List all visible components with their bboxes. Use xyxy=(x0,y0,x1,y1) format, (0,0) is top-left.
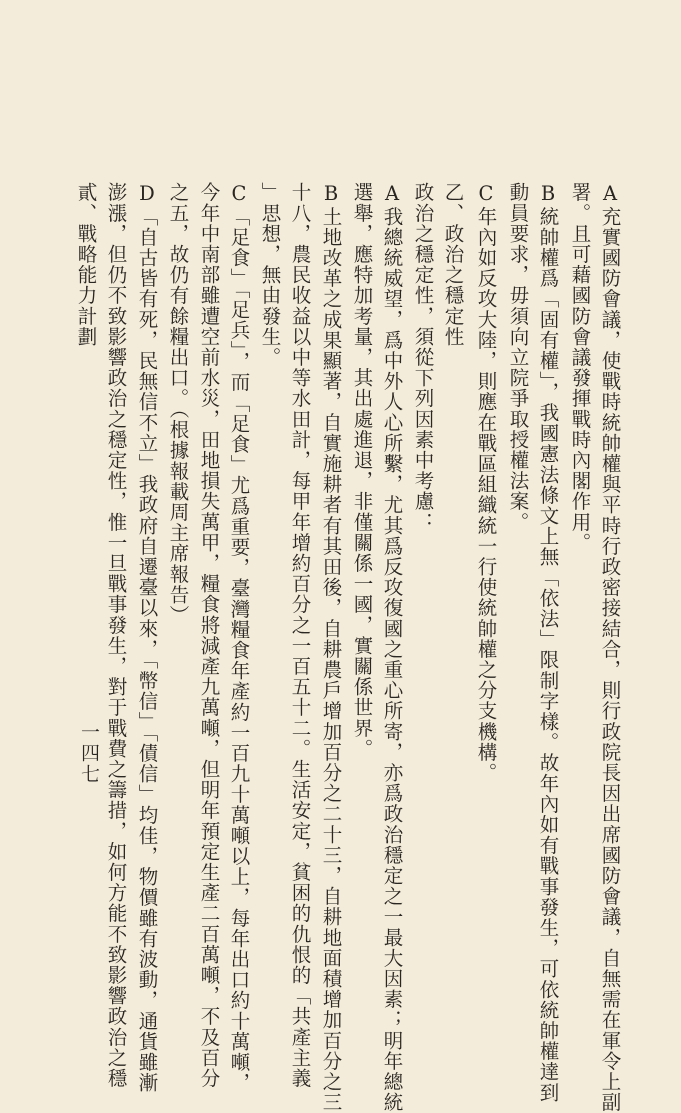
text-column-2: 署。且可藉國防會議發揮戰時內閣作用。 xyxy=(568,182,592,553)
section-heading: 乙、政治之穩定性 xyxy=(441,182,465,347)
text-column-7: 政治之穩定性，須從下列因素中考慮： xyxy=(411,182,435,533)
text-column-3: B統帥權爲「固有權」，我國憲法條文上無「依法」限制字樣。故年內如有戰事發生，可依統帥權達到 xyxy=(536,182,560,1103)
text-column-15: 之五，故仍有餘糧出口。（根據報載周主席報告） xyxy=(166,182,190,626)
text-column-14: 今年中南部雖遭空前水災，田地損失萬甲，糧食將減產九萬噸，但明年預定生產二百萬噸，不及百分 xyxy=(197,182,221,1089)
text-column-9: 選舉，應特加考量，其出處進退，非僅關係一國，實關係世界。 xyxy=(350,182,374,759)
text-column-12: 」思想，無由發生。 xyxy=(258,182,282,368)
text-column-8: A我總統威望，爲中外人心所繫，尤其爲反攻復國之重心所寄，亦爲政治穩定之一最大因素；明年總統 xyxy=(380,182,404,1113)
text-column-1: A充實國防會議，使戰時統帥權與平時行政密接結合，則行政院長因出席國防會議，自無需在軍令上副 xyxy=(598,182,622,1113)
page-number: 一四七 xyxy=(78,722,100,785)
text-column-16: D「自古皆有死，民無信不立」我政府自遷臺以來，「幣信」「債信」均佳，物價雖有波動，通貨雖漸 xyxy=(135,182,159,1093)
text-column-4: 動員要求，毋須向立院爭取授權法案。 xyxy=(506,182,530,533)
text-column-10: B土地改革之成果顯著，自實施耕者有其田後，自耕農戶增加百分之二十三，自耕地面積增加百分之三 xyxy=(319,182,343,1113)
text-column-13: C「足食」「足兵」，而「足食」尤爲重要，臺灣糧食年產約一百九十萬噸以上，每年出口約十萬噸， xyxy=(227,182,251,1093)
next-section-heading: 貳、戰略能力計劃 xyxy=(74,182,98,347)
text-column-11: 十八，農民收益以中等水田計，每甲年增約百分之一百五十二。生活安定，貧困的仇恨的「共產主義 xyxy=(288,182,312,1089)
text-column-17: 澎漲，但仍不致影響政治之穩定性，惟一旦戰事發生，對于戰費之籌措，如何方能不致影響政治之穩 xyxy=(104,182,128,1089)
text-column-5: C年內如反攻大陸，則應在戰區組織統一行使統帥權之分支機構。 xyxy=(474,182,498,783)
